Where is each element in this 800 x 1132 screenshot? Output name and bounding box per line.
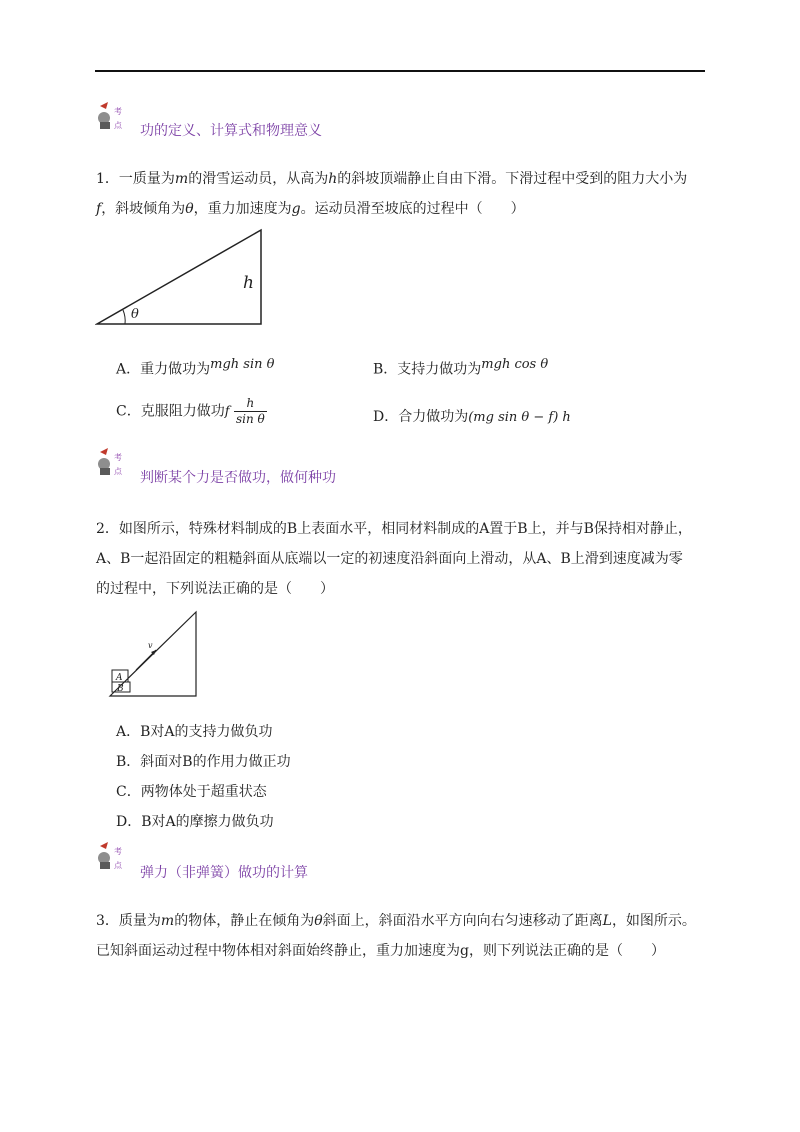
- svg-text:v: v: [148, 641, 153, 650]
- fraction: $\frac{h}{\text{sin θ}}$: [235, 396, 265, 426]
- question-3-text: 3．质量为m的物体，静止在倾角为θ斜面上，斜面沿水平方向向右匀速移动了距离L，如图所示。 已知斜面运动过程中物体相对斜面始终静止，重力加速度为g，则下列说法正确的是（ ）: [96, 913, 696, 959]
- section-title: 判断某个力是否做功，做何种功: [140, 470, 336, 486]
- section-title: 功的定义、计算式和物理意义: [140, 123, 322, 139]
- svg-text:A: A: [116, 673, 123, 683]
- option-a: A．重力做功为$^{mgh sin \theta}$: [116, 357, 275, 378]
- knowledge-point-icon: [94, 446, 128, 488]
- svg-text:考: 考: [114, 847, 122, 856]
- option-b: B．支持力做功为$^{mgh cos \theta}$: [373, 357, 549, 378]
- knowledge-point-icon: [94, 100, 128, 142]
- option-a: A．B对A的支持力做负功: [116, 724, 273, 740]
- question-1-text: 1．一质量为m的滑雪运动员，从高为h的斜坡顶端静止自由下滑。下滑过程中受到的阻力大小为 f，斜坡倾角为θ，重力加速度为g。运动员滑至坡底的过程中（ ）: [96, 171, 688, 217]
- height-label: h: [243, 273, 254, 293]
- svg-text:B: B: [117, 684, 124, 694]
- svg-text:点: 点: [114, 121, 122, 130]
- slope-figure: [95, 226, 267, 332]
- option-b: B．斜面对B的作用力做正功: [116, 754, 291, 770]
- incline-figure: [108, 610, 200, 704]
- section-title: 弹力（非弹簧）做功的计算: [140, 865, 308, 881]
- svg-text:考: 考: [114, 107, 122, 116]
- svg-text:点: 点: [114, 861, 122, 870]
- svg-text:考: 考: [114, 453, 122, 462]
- option-c: C．克服阻力做功f $\frac{h}{\text{sin θ}}$: [116, 396, 265, 426]
- question-2-text: 2．如图所示，特殊材料制成的B上表面水平，相同材料制成的A置于B上，并与B保持相对静止， A、B一起沿固定的粗糙斜面从底端以一定的初速度沿斜面向上滑动，从A、B上滑到速度减为零 的过程中，下列说法正确的是（ ）: [96, 521, 692, 597]
- option-c: C．两物体处于超重状态: [116, 784, 267, 800]
- option-d: D．合力做功为(mg sin θ − f) h: [373, 409, 571, 425]
- svg-text:点: 点: [114, 467, 122, 476]
- knowledge-point-icon: [94, 840, 128, 882]
- option-d: D．B对A的摩擦力做负功: [116, 814, 274, 830]
- theta-label: θ: [131, 307, 139, 322]
- top-rule: [95, 70, 705, 72]
